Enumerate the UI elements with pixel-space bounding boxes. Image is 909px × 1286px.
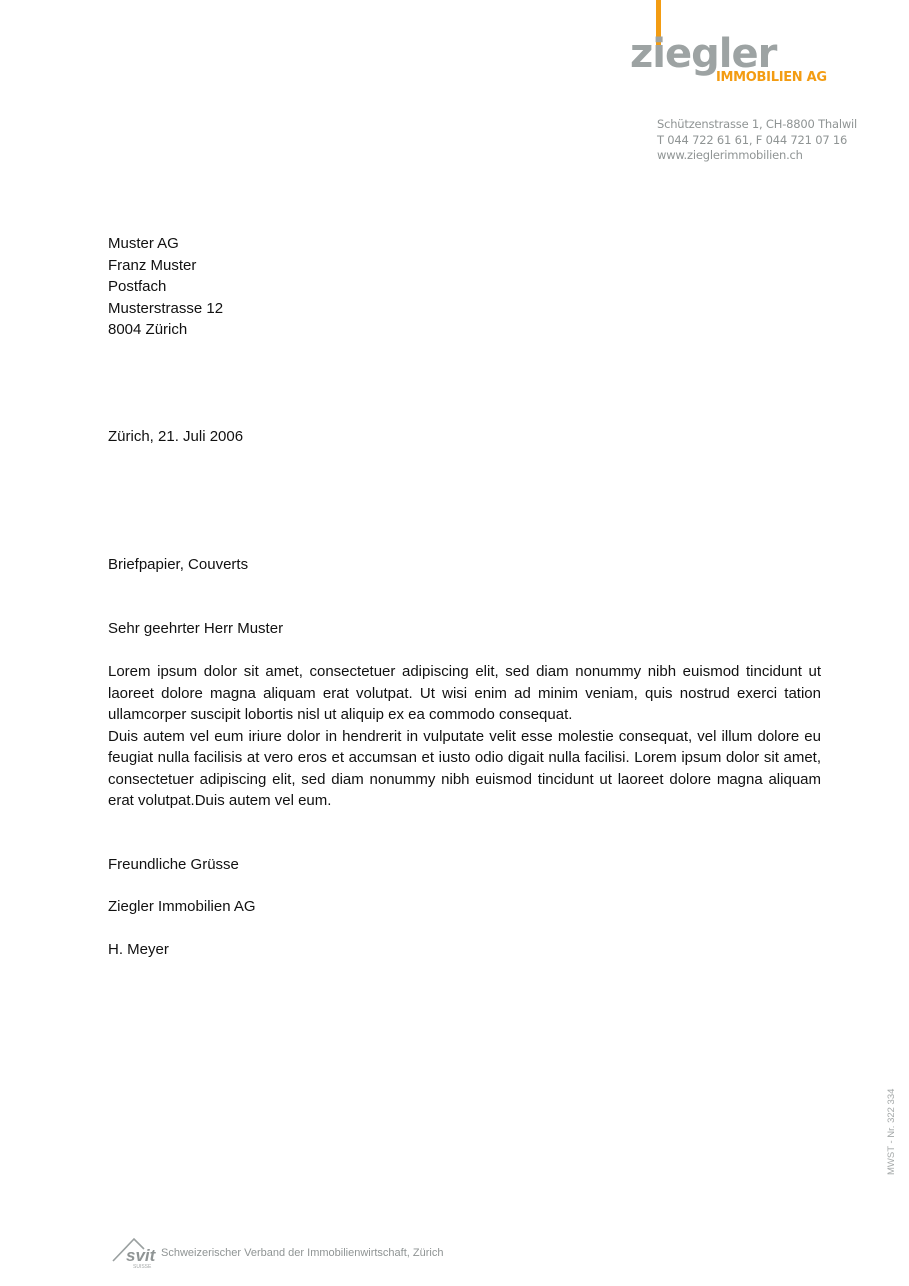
logo-wordmark: ziegler xyxy=(630,31,777,77)
body-paragraph: Lorem ipsum dolor sit amet, consectetuer adipiscing elit, sed diam nonummy nibh euismod tincidunt ut laoreet dolore magna aliquam erat volutpat. Ut wisi enim ad minim veniam, quis nostrud exerci tation ullamcorper suscipit lobortis nisl ut aliquip ex ea commodo consequat. xyxy=(108,663,821,723)
date-line: Zürich, 21. Juli 2006 xyxy=(108,428,244,445)
recipient-city: 8004 Zürich xyxy=(108,321,188,338)
letter-body xyxy=(108,661,821,812)
svit-logo-icon xyxy=(112,1237,156,1269)
recipient-company: Muster AG xyxy=(108,235,179,252)
svg-text:SUISSE: SUISSE xyxy=(133,1264,152,1269)
company-signature: Ziegler Immobilien AG xyxy=(108,898,256,915)
recipient-street: Musterstrasse 12 xyxy=(108,299,224,317)
logo-subtitle: IMMOBILIEN AG xyxy=(716,70,827,85)
association-name: Schweizerischer Verband der Immobilienwirtschaft, Zürich xyxy=(161,1247,444,1259)
subject-line: Briefpapier, Couverts xyxy=(108,556,249,573)
body-paragraph: Duis autem vel eum iriure dolor in hendrerit in vulputate velit esse molestie consequat, vel illum dolore eu feugiat nulla facilisis at vero eros et accumsan et iusto odio digait nulla facilisi. Lorem ipsum dolor sit amet, consectetuer adipiscing elit, sed diam nonummy nibh euismod tincidunt ut laoreet dolore magna aliquam erat volutpat.Duis autem vel eum. xyxy=(108,727,821,809)
company-street: Schützenstrasse 1, CH-8800 Thalwil xyxy=(657,117,858,131)
svg-text:svit: svit xyxy=(126,1246,156,1265)
recipient-address xyxy=(108,233,223,341)
salutation: Sehr geehrter Herr Muster xyxy=(108,620,284,637)
company-phone-fax: T 044 722 61 61, F 044 721 07 16 xyxy=(657,132,848,147)
company-website: www.zieglerimmobilien.ch xyxy=(657,148,803,162)
recipient-postbox: Postfach xyxy=(108,278,167,295)
recipient-name: Franz Muster xyxy=(108,256,197,274)
vat-number: MWST - Nr. 322 334 xyxy=(886,1088,897,1175)
signer-name: H. Meyer xyxy=(108,941,169,958)
company-address xyxy=(657,117,857,164)
closing: Freundliche Grüsse xyxy=(108,856,239,873)
